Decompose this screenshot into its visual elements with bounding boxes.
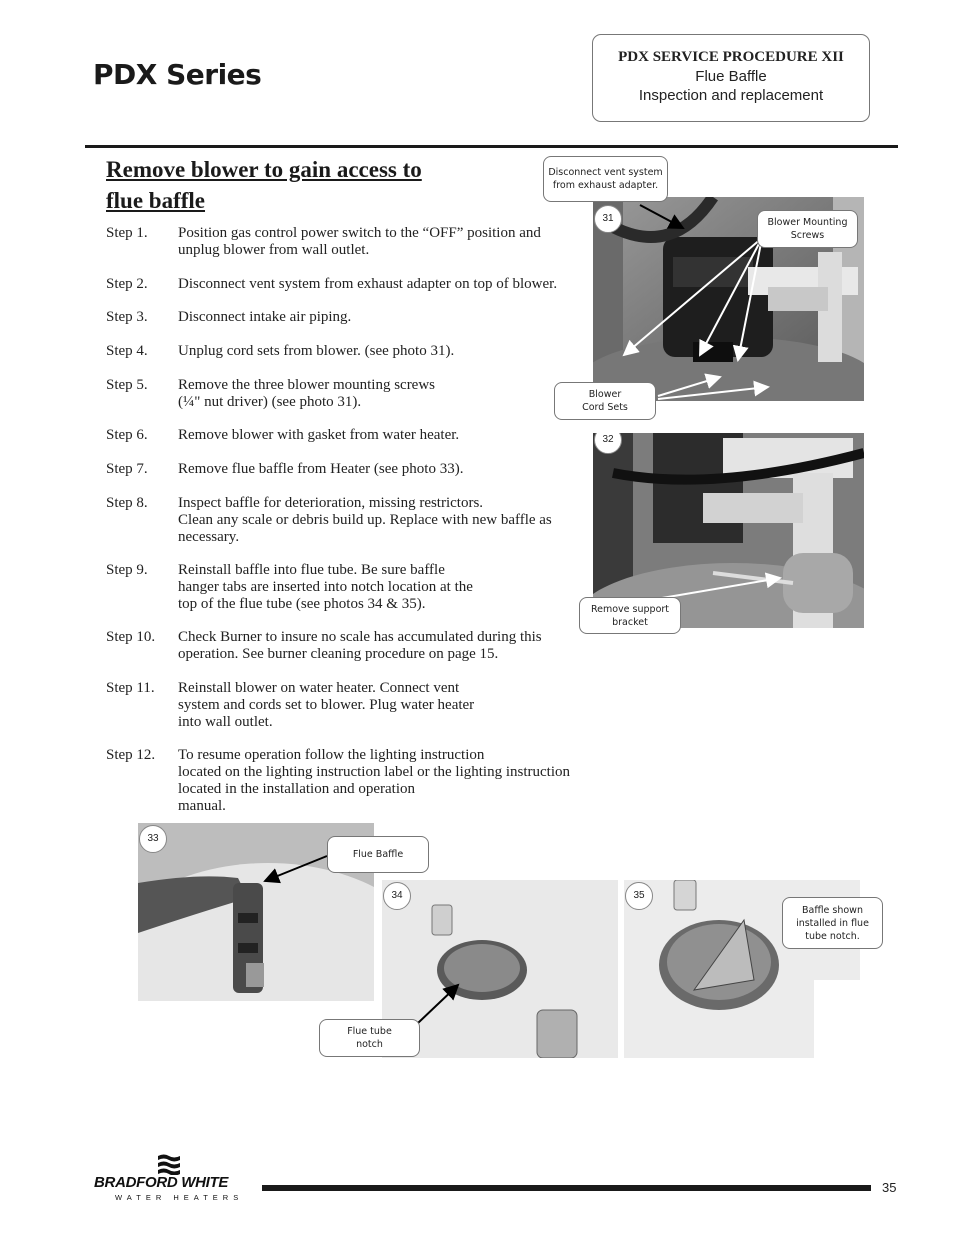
photo-badge-35: 35: [625, 882, 653, 910]
procedure-box: [592, 34, 870, 122]
callout-flue-notch: Flue tube notch: [319, 1019, 420, 1057]
photo-badge-32: 32: [594, 433, 622, 454]
step-number: Step 7.: [106, 461, 148, 477]
procedure-title: PDX SERVICE PROCEDURE XII: [618, 49, 844, 65]
step-text: Check Burner to insure no scale has accumulated during this operation. See burner cleaning procedure on page 15.: [178, 629, 542, 662]
logo-name: BRADFORD WHITE: [94, 1174, 229, 1191]
callout-disconnect-vent: Disconnect vent system from exhaust adapter.: [543, 156, 668, 202]
photo-badge-31: 31: [594, 205, 622, 233]
callout-blower-screws: Blower Mounting Screws: [757, 210, 858, 248]
photo-badge-34: 34: [383, 882, 411, 910]
step-text: Remove flue baffle from Heater (see photo 33).: [178, 461, 464, 477]
section-heading: [106, 154, 526, 216]
page-number: 35: [882, 1180, 897, 1195]
step-text: Disconnect intake air piping.: [178, 309, 352, 325]
footer-divider: [262, 1185, 871, 1191]
step-text: Unplug cord sets from blower. (see photo 31).: [178, 343, 455, 359]
callout-flue-baffle: Flue Baffle: [327, 836, 429, 873]
step-text: Remove the three blower mounting screws (¼" nut driver) (see photo 31).: [178, 377, 436, 410]
logo-flag-icon: [156, 1153, 182, 1175]
step-number: Step 3.: [106, 309, 148, 325]
step-number: Step 5.: [106, 377, 148, 393]
callout-support-bracket: Remove support bracket: [579, 597, 681, 634]
procedure-subtitle-2: Inspection and replacement: [638, 87, 824, 104]
step-number: Step 12.: [106, 747, 156, 763]
step-text: Reinstall blower on water heater. Connect vent system and cords set to blower. Plug water heater into wall outlet.: [178, 680, 475, 730]
step-number: Step 4.: [106, 343, 148, 359]
step-number: Step 11.: [106, 680, 155, 696]
header-divider: [85, 145, 898, 148]
step-text: Remove blower with gasket from water heater.: [178, 427, 460, 443]
step-text: Disconnect vent system from exhaust adapter on top of blower.: [178, 276, 558, 292]
step-number: Step 2.: [106, 276, 148, 292]
section-heading-line-1: Remove blower to gain access to: [106, 157, 422, 182]
bradford-white-logo: [94, 1153, 254, 1205]
photo-badge-33: 33: [139, 825, 167, 853]
series-title: PDX Series: [93, 58, 262, 91]
step-text: To resume operation follow the lighting instruction located on the lighting instruction label or the lighting instruction located in the installation and operation manual.: [178, 747, 571, 814]
callout-baffle-shown: Baffle shown installed in flue tube notch.: [782, 897, 883, 949]
step-number: Step 6.: [106, 427, 148, 443]
step-text: Reinstall baffle into flue tube. Be sure baffle hanger tabs are inserted into notch location at the top of the flue tube (see photos 34 & 35).: [178, 562, 473, 612]
step-text: Inspect baffle for deterioration, missing restrictors. Clean any scale or debris build up. Replace with new baffle as necessary.: [178, 495, 552, 545]
step-text: Position gas control power switch to the “OFF” position and unplug blower from wall outlet.: [178, 225, 541, 258]
step-number: Step 1.: [106, 225, 148, 241]
step-number: Step 10.: [106, 629, 156, 645]
procedure-subtitle-1: Flue Baffle: [695, 68, 767, 85]
logo-subtitle: WATER HEATERS: [115, 1193, 244, 1202]
step-number: Step 8.: [106, 495, 148, 511]
step-number: Step 9.: [106, 562, 148, 578]
callout-blower-cords: Blower Cord Sets: [554, 382, 656, 420]
section-heading-line-2: flue baffle: [106, 188, 206, 213]
